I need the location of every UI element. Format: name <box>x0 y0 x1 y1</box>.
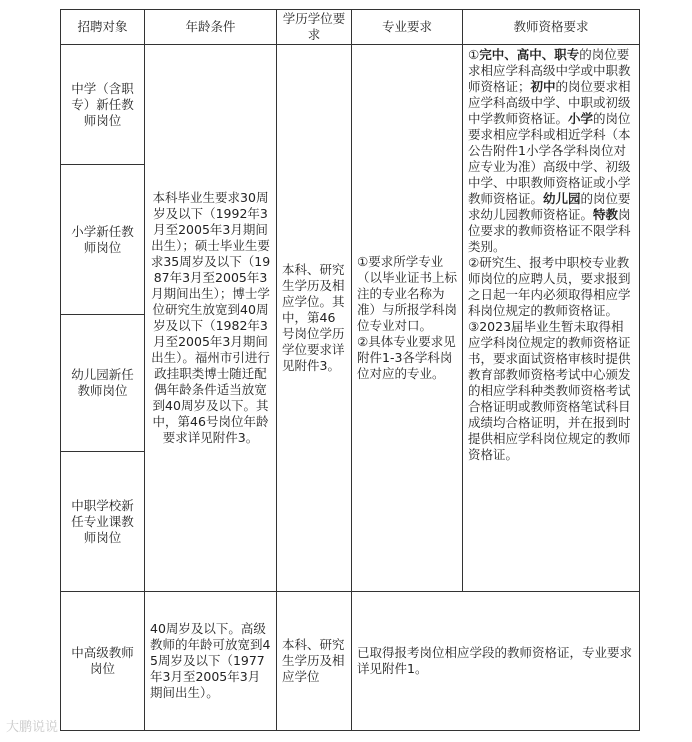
header-age: 年龄条件 <box>145 10 277 45</box>
qualification-point-2: ②研究生、报考中职校专业教师岗位的应聘人员，要求报到之日起一年内必须取得相应学科岗位规定的教师资格证。 <box>468 255 631 318</box>
header-education: 学历学位要求 <box>277 10 352 45</box>
age-condition-senior: 40周岁及以下。高级教师的年龄可放宽到45周岁及以下（1977年3月至2005年3月期间出生）。 <box>145 592 277 731</box>
row-label-vocational: 中职学校新任专业课教师岗位 <box>61 452 145 592</box>
header-target: 招聘对象 <box>61 10 145 45</box>
education-new: 本科、研究生学历及相应学位。其中，第46号岗位学历学位要求详见附件3。 <box>277 45 352 592</box>
row-label-kindergarten: 幼儿园新任教师岗位 <box>61 315 145 452</box>
watermark-logo: 大鹏说说 <box>6 720 59 735</box>
row-label-senior-teacher: 中高级教师岗位 <box>61 592 145 731</box>
header-qualification: 教师资格要求 <box>463 10 640 45</box>
major-point-1: ①要求所学专业（以毕业证书上标注的专业名称为准）与所报学科岗位专业对口。 <box>357 254 458 333</box>
qualification-point-3: ③2023届毕业生暂未取得相应学科岗位规定的教师资格证书，要求面试资格审核时提供教育部教师资格考试中心颁发的相应学科种类教师资格考试合格证明或教师资格笔试科目成绩均合格证明，并在报到时提供相应学科岗位规定的教师资格证。 <box>468 319 631 462</box>
education-senior: 本科、研究生学历及相应学位 <box>277 592 352 731</box>
row-label-primary-school: 小学新任教师岗位 <box>61 165 145 315</box>
table-header-row <box>61 10 640 45</box>
senior-qualification-merged: 已取得报考岗位相应学段的教师资格证，专业要求详见附件1。 <box>352 592 640 731</box>
table-row <box>61 592 640 731</box>
header-major: 专业要求 <box>352 10 463 45</box>
qualification-requirement <box>463 45 640 592</box>
recruitment-table <box>60 9 640 731</box>
major-point-2: ②具体专业要求见附件1-3各学科岗位对应的专业。 <box>357 334 456 381</box>
major-requirement <box>352 45 463 592</box>
table-row <box>61 45 640 165</box>
qualification-point-1: ①完中、高中、职专的岗位要求相应学科高级中学或中职教师资格证；初中的岗位要求相应学科高级中学、中职或初级中学教师资格证。小学的岗位要求相应学科或相近学科（本公告附件1小学各学科岗位对应专业为准）高级中学、初级中学、中职教师资格证或小学教师资格证。幼儿园的岗位要求幼儿园教师资格证。特教岗位要求的教师资格证不限学科类别。 <box>468 47 631 254</box>
row-label-middle-school: 中学（含职专）新任教师岗位 <box>61 45 145 165</box>
age-condition-new: 本科毕业生要求30周岁及以下（1992年3月至2005年3月期间出生）；硕士毕业生要求35周岁及以下（1987年3月至2005年3月期间出生）；博士学位研究生放宽到40周岁及以下（1982年3月至2005年3月期间出生）。福州市引进行政挂职类博士随迁配偶年龄条件适当放宽到40周岁及以下。其中，第46号岗位年龄要求详见附件3。 <box>145 45 277 592</box>
